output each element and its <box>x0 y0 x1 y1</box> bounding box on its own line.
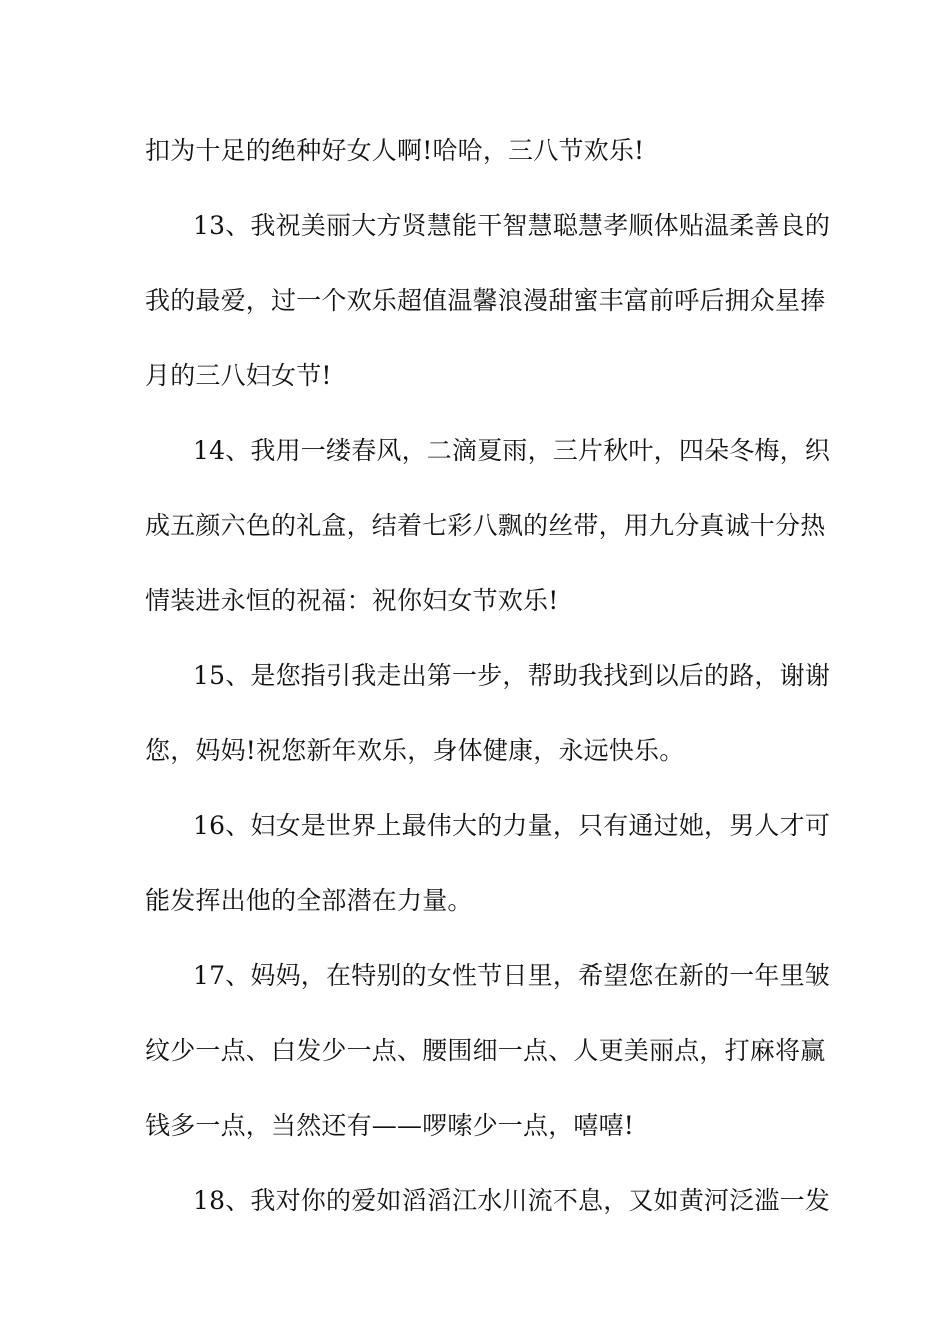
text-line-14: 钱多一点，当然还有——啰嗦少一点，嘻嘻! <box>145 1111 635 1140</box>
text-line-13: 纹少一点、白发少一点、腰围细一点、人更美丽点，打麻将赢 <box>145 1036 826 1065</box>
text-line-6: 成五颜六色的礼盒，结着七彩八飘的丝带，用九分真诚十分热 <box>145 511 826 540</box>
text-line-10: 16、妇女是世界上最伟大的力量，只有通过她，男人才可 <box>193 811 831 840</box>
text-line-4: 月的三八妇女节! <box>145 361 332 390</box>
text-line-5: 14、我用一缕春风，二滴夏雨，三片秋叶，四朵冬梅，织 <box>193 436 831 465</box>
text-line-9: 您，妈妈!祝您新年欢乐，身体健康，永远快乐。 <box>145 736 685 765</box>
text-line-8: 15、是您指引我走出第一步，帮助我找到以后的路，谢谢 <box>193 661 831 690</box>
text-line-7: 情装进永恒的祝福：祝你妇女节欢乐! <box>145 586 559 615</box>
text-line-1: 扣为十足的绝种好女人啊!哈哈，三八节欢乐! <box>145 136 645 165</box>
text-line-15: 18、我对你的爱如滔滔江水川流不息，又如黄河泛滥一发 <box>193 1186 831 1215</box>
text-line-11: 能发挥出他的全部潜在力量。 <box>145 886 473 915</box>
text-line-2: 13、我祝美丽大方贤慧能干智慧聪慧孝顺体贴温柔善良的 <box>193 211 831 240</box>
text-line-3: 我的最爱，过一个欢乐超值温馨浪漫甜蜜丰富前呼后拥众星捧 <box>145 286 826 315</box>
text-line-12: 17、妈妈，在特别的女性节日里，希望您在新的一年里皱 <box>193 961 831 990</box>
